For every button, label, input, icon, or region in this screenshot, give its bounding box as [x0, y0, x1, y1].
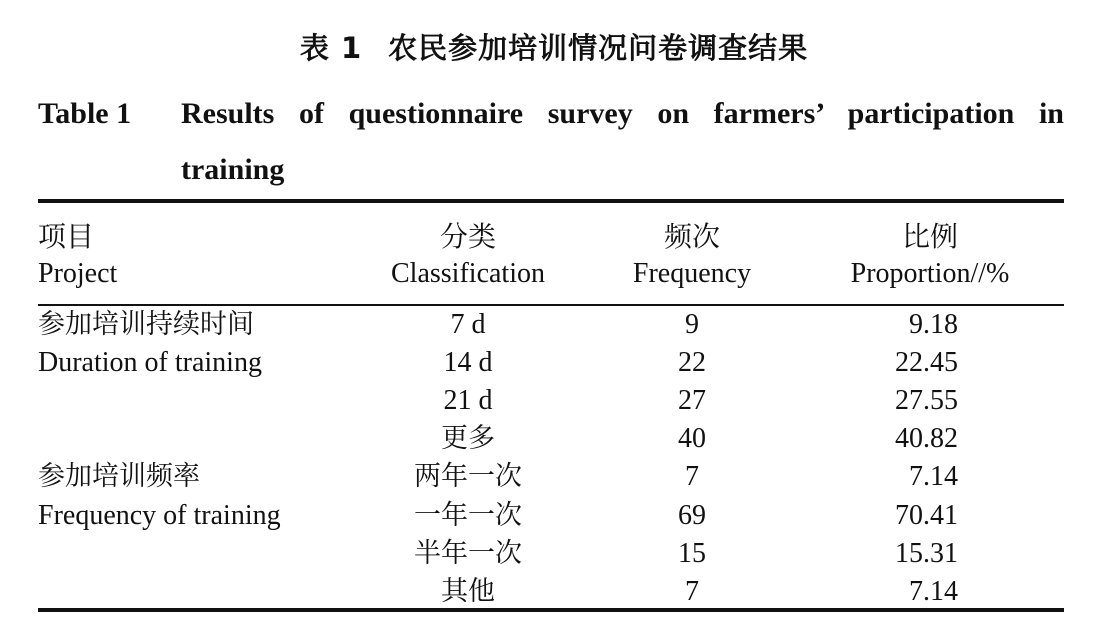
table-cell-classification: 一年一次: [414, 500, 522, 531]
header-frequency-cn: 频次: [663, 220, 721, 253]
group-project-en: Duration of training: [38, 347, 262, 378]
table-cell-proportion: 7.14: [909, 461, 958, 492]
table-cell-classification: 7 d: [450, 309, 486, 340]
table-cell-frequency: 40: [678, 423, 706, 454]
header-frequency-en: Frequency: [632, 258, 752, 289]
table-cell-classification: 其他: [441, 576, 495, 607]
header-project-en: Project: [38, 258, 118, 289]
table-cell-frequency: 9: [685, 309, 699, 340]
table-cell-proportion: 22.45: [895, 347, 958, 378]
table-cell-proportion: 70.41: [895, 500, 958, 531]
table-cell-proportion: 7.14: [909, 576, 958, 607]
group-project-en: Frequency of training: [38, 500, 281, 531]
table-cell-frequency: 15: [678, 538, 706, 569]
table-cell-classification: 半年一次: [414, 538, 522, 569]
table-top-rule: [38, 199, 1064, 203]
table-cell-frequency: 22: [678, 347, 706, 378]
table-number-chinese: 表 1: [299, 31, 363, 65]
header-classification-cn: 分类: [439, 220, 497, 253]
table-caption-chinese: [0, 26, 1108, 67]
header-proportion-cn: 比例: [901, 220, 959, 253]
group-project-cn: 参加培训持续时间: [38, 309, 254, 340]
table-cell-classification: 两年一次: [414, 461, 522, 492]
table-cell-proportion: 15.31: [895, 538, 958, 569]
table-cell-proportion: 9.18: [909, 309, 958, 340]
table-title-english: Results of questionnaire survey on farmers’ participation in training: [181, 97, 1064, 186]
table-title-chinese: 农民参加培训情况问卷调查结果: [388, 31, 809, 65]
header-classification-en: Classification: [391, 258, 545, 289]
table-cell-proportion: 40.82: [895, 423, 958, 454]
header-project-cn: 项目: [38, 220, 95, 253]
table-cell-frequency: 27: [678, 385, 706, 416]
table-cell-classification: 21 d: [443, 385, 493, 416]
table-cell-frequency: 7: [685, 576, 699, 607]
table-cell-proportion: 27.55: [895, 385, 958, 416]
table-cell-classification: 更多: [441, 423, 495, 454]
header-proportion-en: Proportion//%: [850, 258, 1010, 289]
table-caption-english: [38, 86, 1064, 198]
table-cell-frequency: 7: [685, 461, 699, 492]
table-cell-frequency: 69: [678, 500, 706, 531]
group-project-cn: 参加培训频率: [38, 461, 200, 492]
table-number-english: Table 1: [38, 97, 132, 130]
table-cell-classification: 14 d: [443, 347, 493, 378]
